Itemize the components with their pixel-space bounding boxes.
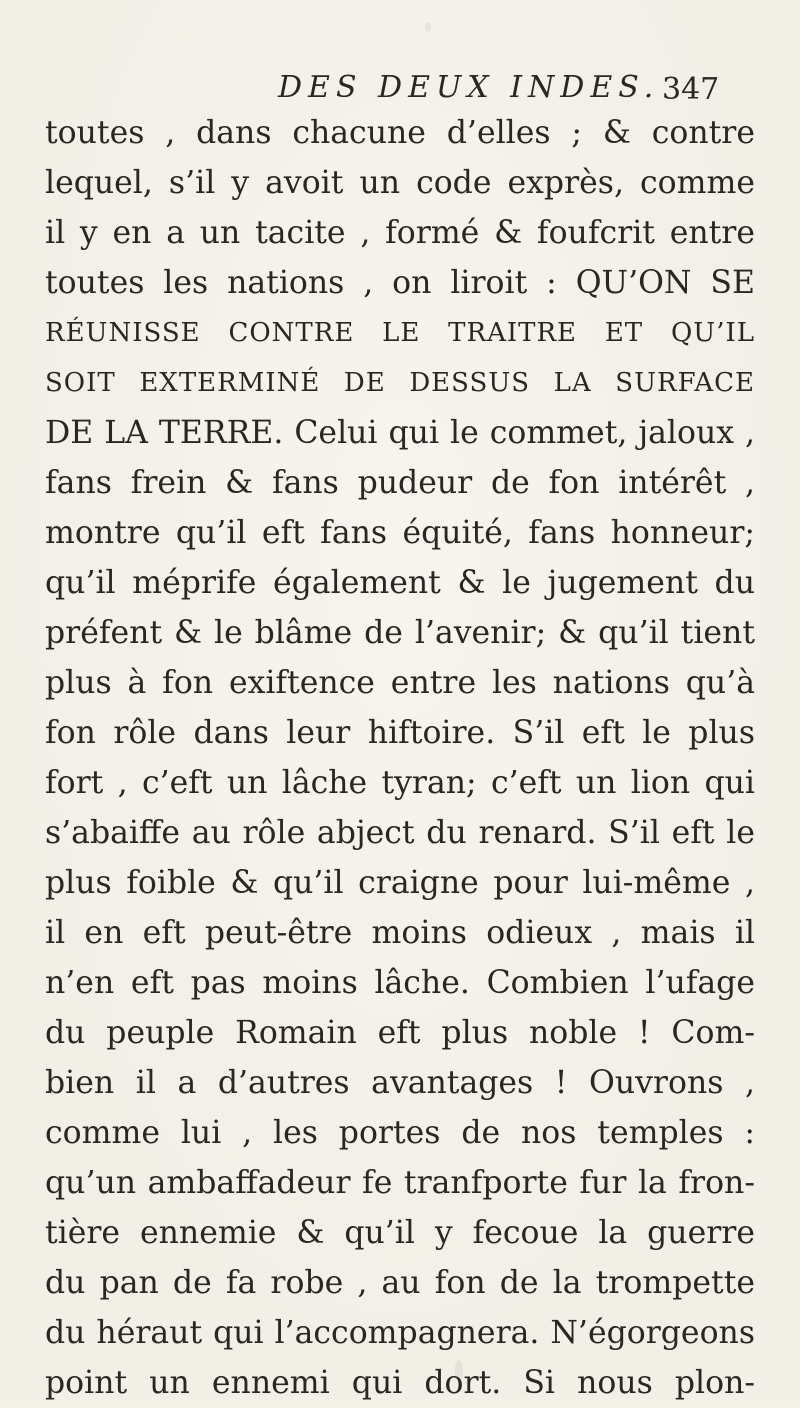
running-head — [0, 68, 800, 108]
text-line: SOIT EXTERMINÉ DE DESSUS LA SURFACE — [45, 368, 755, 398]
text-line: fort , c’eft un lâche tyran; c’eft un lion qui — [45, 765, 755, 801]
text-line: du peuple Romain eft plus noble ! Com- — [45, 1015, 755, 1051]
text-line: toutes , dans chacune d’elles ; & contre — [45, 115, 755, 151]
text-line: tière ennemie & qu’il y fecoue la guerre — [45, 1215, 755, 1251]
text-line: comme lui , les portes de nos temples : — [45, 1115, 755, 1151]
text-line: s’abaiffe au rôle abject du renard. S’il eft le — [45, 815, 755, 851]
text-line: n’en eft pas moins lâche. Combien l’ufage — [45, 965, 755, 1001]
text-line: lequel, s’il y avoit un code exprès, comme — [45, 165, 755, 201]
text-line: plus foible & qu’il craigne pour lui-même , — [45, 865, 755, 901]
text-line: RÉUNISSE CONTRE LE TRAITRE ET QU’IL — [45, 318, 755, 348]
text-line: bien il a d’autres avantages ! Ouvrons , — [45, 1065, 755, 1101]
text-line: toutes les nations , on liroit : QU’ON SE — [45, 265, 755, 301]
text-line: du pan de fa robe , au fon de la trompette — [45, 1265, 755, 1301]
text-line: fans frein & fans pudeur de fon intérêt , — [45, 465, 755, 501]
text-line: DE LA TERRE. Celui qui le commet, jaloux , — [45, 415, 755, 451]
text-line: qu’un ambaffadeur fe tranfporte fur la fron- — [45, 1165, 755, 1201]
page-number: 347 — [662, 72, 720, 107]
text-line: point un ennemi qui dort. Si nous plon- — [45, 1365, 755, 1401]
text-line: qu’il méprife également & le jugement du — [45, 565, 755, 601]
text-line: fon rôle dans leur hiftoire. S’il eft le plus — [45, 715, 755, 751]
text-line: montre qu’il eft fans équité, fans honneur; — [45, 515, 755, 551]
text-line: préfent & le blâme de l’avenir; & qu’il tient — [45, 615, 755, 651]
text-line: il en eft peut-être moins odieux , mais il — [45, 915, 755, 951]
text-line: plus à fon exiftence entre les nations qu’à — [45, 665, 755, 701]
text-line: il y en a un tacite , formé & foufcrit entre — [45, 215, 755, 251]
paper-stain — [425, 22, 431, 32]
text-line: du héraut qui l’accompagnera. N’égorgeons — [45, 1315, 755, 1351]
running-title: DES DEUX INDES. — [278, 70, 660, 105]
